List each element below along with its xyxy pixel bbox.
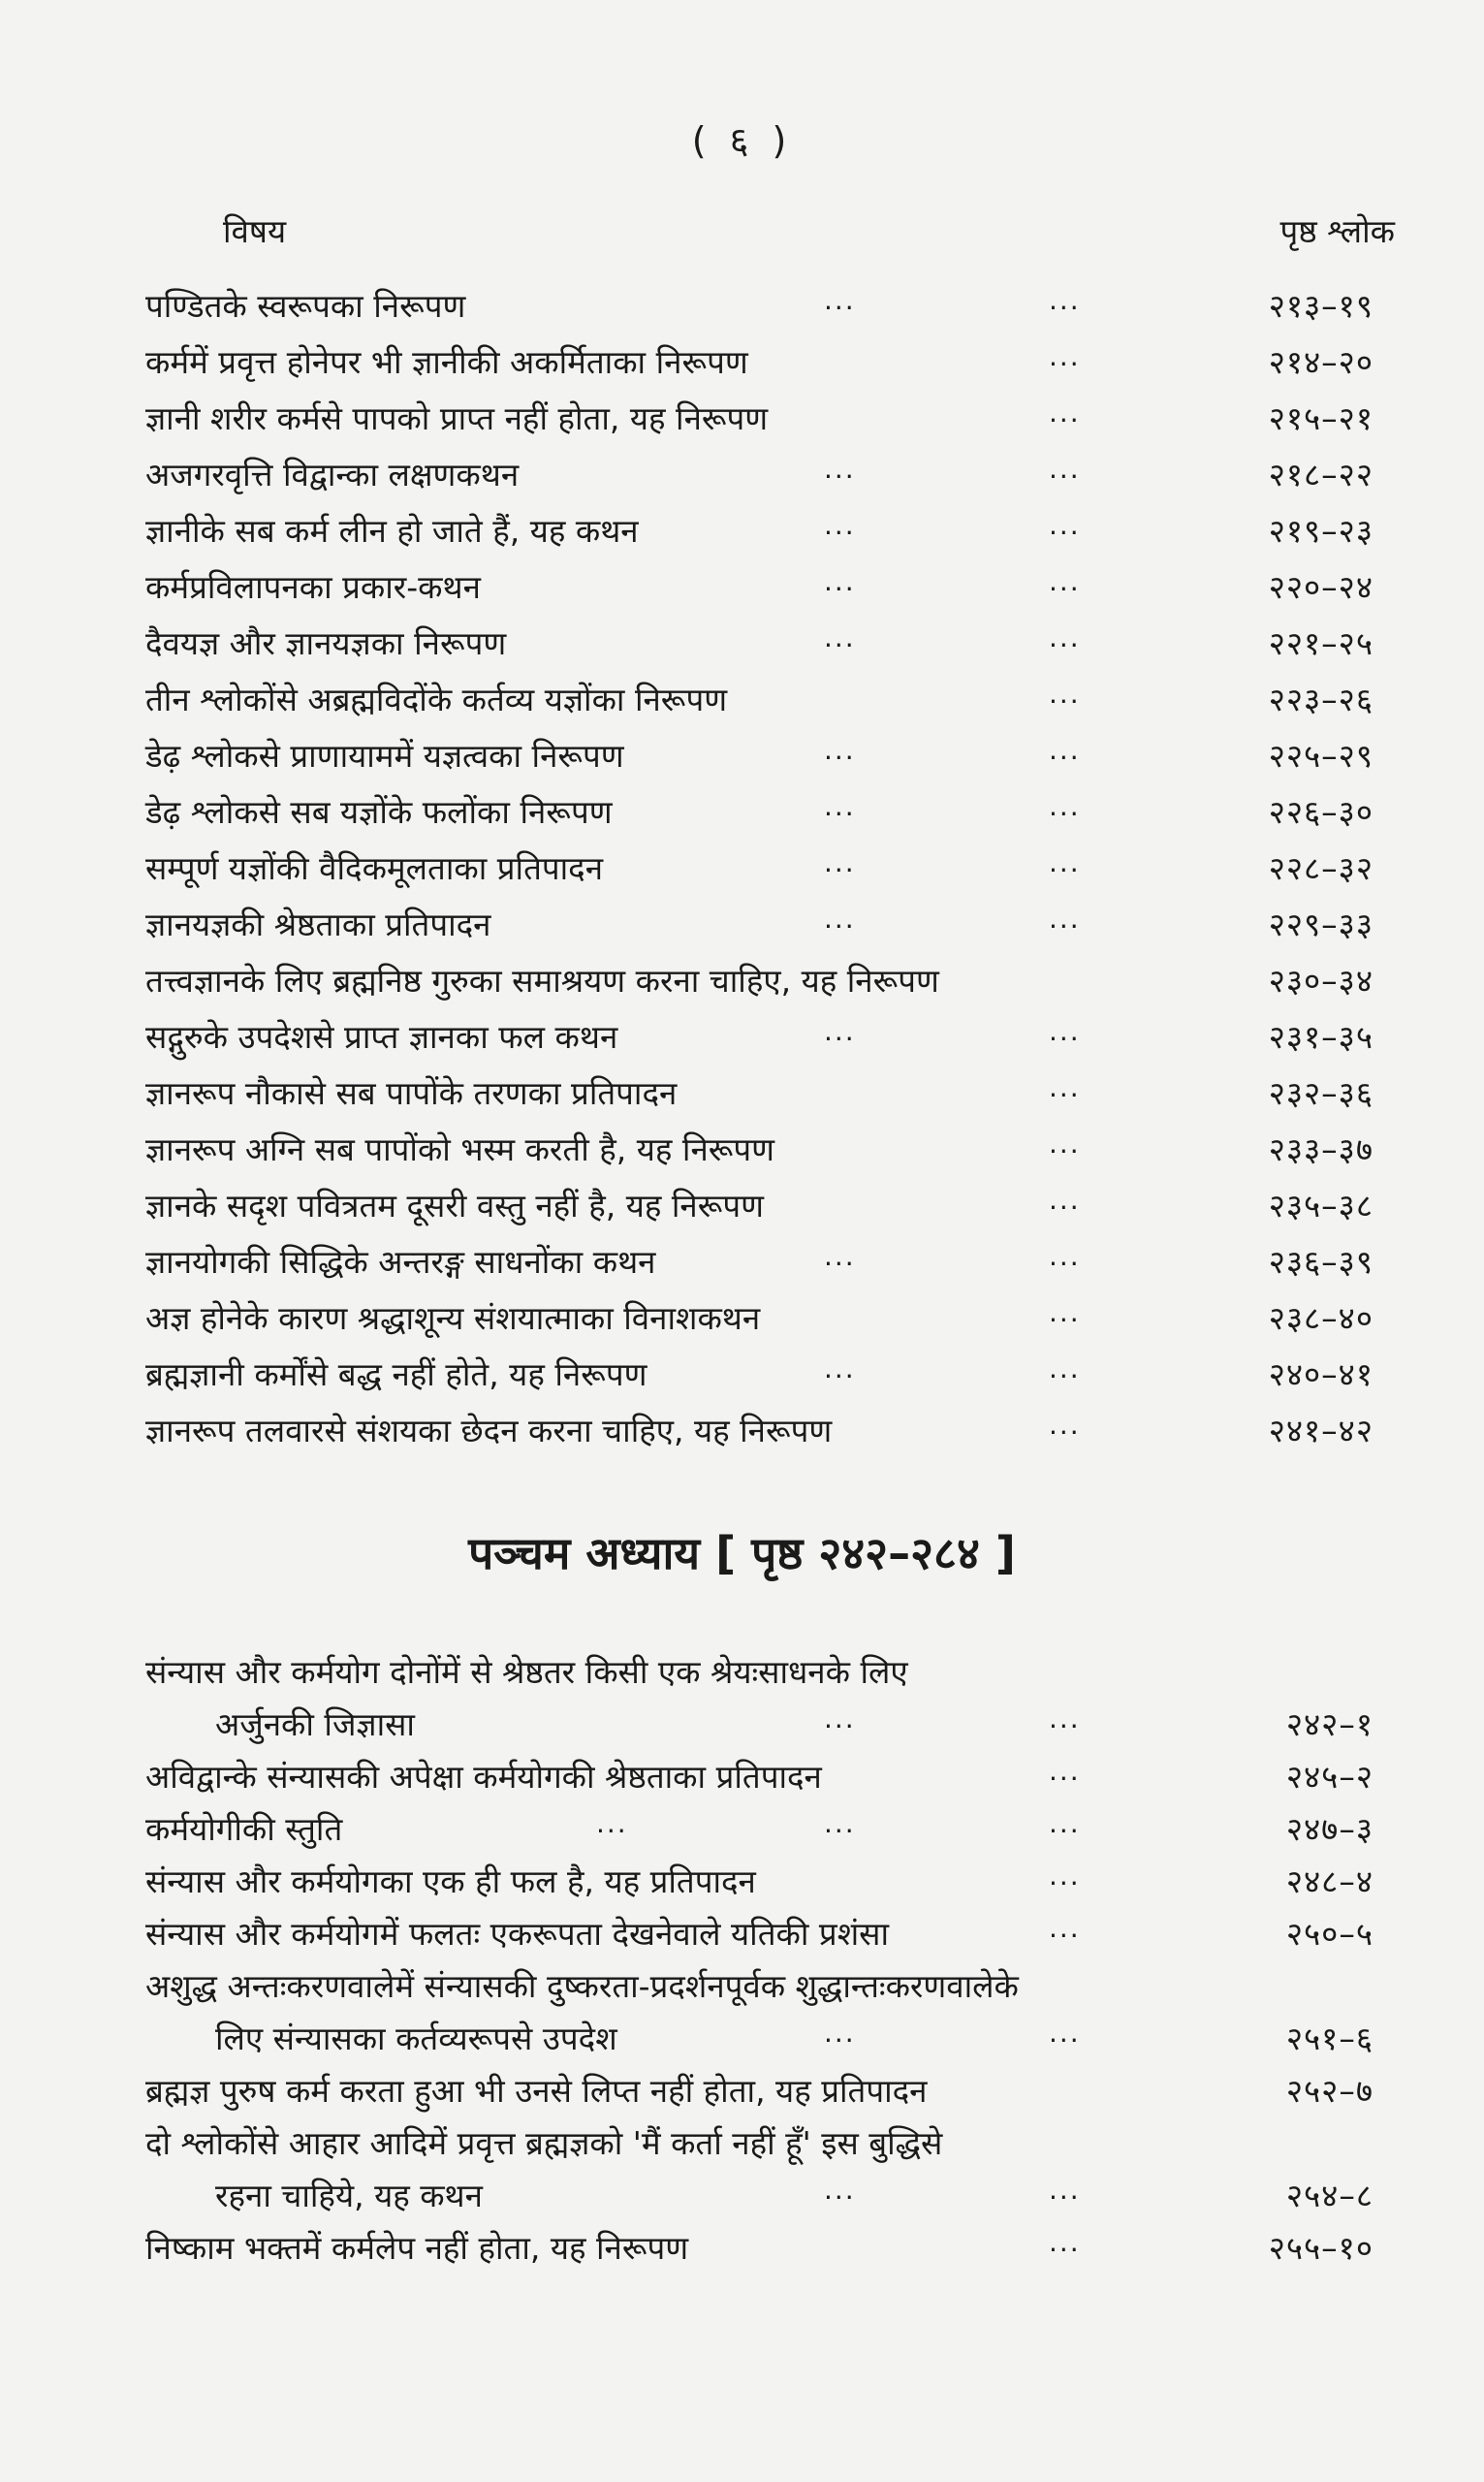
entry-title: कर्मप्रविलापनका प्रकार-कथन	[145, 568, 481, 606]
leader-dots: ...	[824, 2017, 856, 2049]
leader-dots: ...	[824, 509, 856, 541]
entry-title: लिए संन्यासका कर्तव्यरूपसे उपदेश	[215, 2020, 617, 2057]
entry-title: ज्ञानरूप तलवारसे संशयका छेदन करना चाहिए, यह निरूपण	[145, 1412, 833, 1449]
leader-dots: ...	[1049, 1128, 1081, 1160]
entry-title: संन्यास और कर्मयोगमें फलतः एकरूपता देखनेवाले यतिकी प्रशंसा	[145, 1915, 889, 1953]
entry-title: अविद्वान्के संन्यासकी अपेक्षा कर्मयोगकी श्रेष्ठताका प्रतिपादन	[145, 1758, 822, 1796]
leader-dots: ...	[1049, 2226, 1081, 2258]
leader-dots: ...	[1049, 734, 1081, 766]
page-verse-ref: २२९–३३	[1268, 906, 1373, 943]
entry-title: अर्जुनकी जिज्ञासा	[215, 1705, 415, 1743]
page-verse-ref: २२३–२६	[1268, 681, 1373, 718]
contents-entry	[145, 728, 1395, 784]
page-verse-ref: २४७–३	[1285, 1810, 1373, 1848]
leader-dots: ...	[1049, 1240, 1081, 1272]
leader-dots: ...	[1049, 509, 1081, 541]
contents-entry	[145, 278, 1395, 334]
contents-entry	[145, 1403, 1395, 1459]
leader-dots: ...	[1049, 1296, 1081, 1328]
page-verse-ref: २३०–३४	[1268, 962, 1373, 1000]
page-verse-ref: २५५–१०	[1268, 2229, 1373, 2267]
page-verse-ref: २५४–८	[1285, 2177, 1373, 2214]
page-verse-ref: २४२–१	[1285, 1705, 1373, 1743]
leader-dots: ...	[1049, 1409, 1081, 1441]
subject-header: विषय	[223, 212, 287, 250]
contents-entry	[145, 447, 1395, 503]
entry-title: दो श्लोकोंसे आहार आदिमें प्रवृत्त ब्रह्मज्ञको 'मैं कर्ता नहीं हूँ' इस बुद्धिसे	[145, 2124, 943, 2162]
entry-title: सम्पूर्ण यज्ञोंकी वैदिकमूलताका प्रतिपादन	[145, 849, 604, 887]
contents-entry	[145, 2117, 1395, 2170]
leader-dots: ...	[824, 621, 856, 653]
leader-dots: ...	[1049, 2174, 1081, 2206]
page-number: ( ६ )	[691, 119, 793, 162]
contents-entry	[145, 334, 1395, 391]
entry-title: कर्ममें प्रवृत्त होनेपर भी ज्ञानीकी अकर्मिताका निरूपण	[145, 343, 748, 381]
leader-dots: ...	[1049, 846, 1081, 878]
leader-dots: ...	[824, 1352, 856, 1384]
contents-entry	[145, 616, 1395, 672]
leader-dots: ...	[1049, 1071, 1081, 1103]
contents-entry	[145, 953, 1395, 1009]
leader-dots: ...	[824, 903, 856, 935]
leader-dots: ...	[824, 790, 856, 822]
entry-title: रहना चाहिये, यह कथन	[215, 2177, 483, 2214]
contents-entry	[145, 1856, 1395, 1908]
page-verse-ref: २३५–३८	[1268, 1187, 1373, 1225]
contents-entry	[145, 897, 1395, 953]
contents-entry	[145, 559, 1395, 616]
page-verse-ref: २१९–२३	[1268, 512, 1373, 550]
page-verse-ref: २२८–३२	[1268, 849, 1373, 887]
leader-dots: ...	[1049, 1860, 1081, 1892]
entry-title: ब्रह्मज्ञ पुरुष कर्म करता हुआ भी उनसे लिप्त नहीं होता, यह प्रतिपादन	[145, 2072, 928, 2110]
leader-dots: ...	[596, 1807, 628, 1839]
leader-dots: ...	[1049, 1912, 1081, 1944]
entry-title: ज्ञानके सदृश पवित्रतम दूसरी वस्तु नहीं है, यह निरूपण	[145, 1187, 764, 1225]
contents-list-chapter-5	[145, 1646, 1395, 2275]
page-verse-ref: २५१–६	[1285, 2020, 1373, 2057]
entry-title: अजगरवृत्ति विद्वान्का लक्षणकथन	[145, 456, 520, 493]
leader-dots: ...	[824, 1015, 856, 1047]
page-verse-ref: २४१–४२	[1268, 1412, 1373, 1449]
chapter-heading: पञ्चम अध्याय [ पृष्ठ २४२–२८४ ]	[468, 1527, 1016, 1579]
page-verse-ref: २२५–२९	[1268, 737, 1373, 775]
contents-entry	[145, 2013, 1395, 2065]
leader-dots: ...	[1049, 790, 1081, 822]
page-verse-ref: २४८–४	[1285, 1862, 1373, 1900]
contents-entry	[145, 841, 1395, 897]
leader-dots: ...	[824, 846, 856, 878]
leader-dots: ...	[1049, 1755, 1081, 1787]
page-verse-ref: २५०–५	[1285, 1915, 1373, 1953]
leader-dots: ...	[1049, 621, 1081, 653]
page-verse-ref: २४०–४१	[1268, 1355, 1373, 1393]
contents-entry	[145, 391, 1395, 447]
leader-dots: ...	[1049, 2017, 1081, 2049]
leader-dots: ...	[824, 734, 856, 766]
page-verse-ref: २२६–३०	[1268, 793, 1373, 831]
page-verse-ref: २३३–३७	[1268, 1130, 1373, 1168]
entry-title: अशुद्ध अन्तःकरणवालेमें संन्यासकी दुष्करता-प्रदर्शनपूर्वक शुद्धान्तःकरणवालेके	[145, 1967, 1019, 2005]
contents-entry	[145, 1290, 1395, 1347]
page-verse-header: पृष्ठ श्लोक	[1279, 212, 1395, 250]
contents-entry	[145, 1347, 1395, 1403]
contents-entry	[145, 1178, 1395, 1234]
entry-title: सद्गुरुके उपदेशसे प्राप्त ज्ञानका फल कथन	[145, 1018, 618, 1056]
page-verse-ref: २४५–२	[1285, 1758, 1373, 1796]
entry-title: अज्ञ होनेके कारण श्रद्धाशून्य संशयात्माका विनाशकथन	[145, 1299, 761, 1337]
leader-dots: ...	[1049, 1015, 1081, 1047]
contents-entry	[145, 1066, 1395, 1122]
entry-title: ज्ञानयोगकी सिद्धिके अन्तरङ्ग साधनोंका कथन	[145, 1243, 656, 1281]
leader-dots: ...	[1049, 1702, 1081, 1734]
page-verse-ref: २१८–२२	[1268, 456, 1373, 493]
page-verse-ref: २१५–२१	[1268, 399, 1373, 437]
page-verse-ref: २३२–३६	[1268, 1074, 1373, 1112]
leader-dots: ...	[824, 1807, 856, 1839]
entry-title: डेढ़ श्लोकसे सब यज्ञोंके फलोंका निरूपण	[145, 793, 613, 831]
leader-dots: ...	[1049, 397, 1081, 429]
contents-entry	[145, 672, 1395, 728]
leader-dots: ...	[1049, 340, 1081, 372]
entry-title: ब्रह्मज्ञानी कर्मोंसे बद्ध नहीं होते, यह निरूपण	[145, 1355, 647, 1393]
leader-dots: ...	[1049, 1184, 1081, 1216]
entry-title: डेढ़ श्लोकसे प्राणायाममें यज्ञत्वका निरूपण	[145, 737, 624, 775]
leader-dots: ...	[824, 2174, 856, 2206]
page-verse-ref: २५२–७	[1285, 2072, 1373, 2110]
entry-title: ज्ञानी शरीर कर्मसे पापको प्राप्त नहीं होता, यह निरूपण	[145, 399, 769, 437]
leader-dots: ...	[1049, 903, 1081, 935]
page-verse-ref: २१४–२०	[1268, 343, 1373, 381]
entry-title: तत्त्वज्ञानके लिए ब्रह्मनिष्ठ गुरुका समाश्रयण करना चाहिए, यह निरूपण	[145, 962, 939, 1000]
contents-entry	[145, 1646, 1395, 1699]
leader-dots: ...	[824, 1702, 856, 1734]
page-verse-ref: २२१–२५	[1268, 624, 1373, 662]
contents-entry	[145, 503, 1395, 559]
leader-dots: ...	[1049, 565, 1081, 597]
leader-dots: ...	[1049, 1807, 1081, 1839]
page-verse-ref: २२०–२४	[1268, 568, 1373, 606]
leader-dots: ...	[1049, 453, 1081, 485]
contents-entry	[145, 1699, 1395, 1751]
contents-entry	[145, 1960, 1395, 2013]
entry-title: पण्डितके स्वरूपका निरूपण	[145, 287, 466, 325]
leader-dots: ...	[824, 565, 856, 597]
contents-entry	[145, 1122, 1395, 1178]
contents-entry	[145, 2170, 1395, 2222]
entry-title: ज्ञानरूप नौकासे सब पापोंके तरणका प्रतिपादन	[145, 1074, 678, 1112]
page-verse-ref: २३१–३५	[1268, 1018, 1373, 1056]
entry-title: ज्ञानरूप अग्नि सब पापोंको भस्म करती है, यह निरूपण	[145, 1130, 775, 1168]
entry-title: कर्मयोगीकी स्तुति	[145, 1810, 343, 1848]
contents-entry	[145, 2222, 1395, 2275]
contents-entry	[145, 1234, 1395, 1290]
contents-entry	[145, 1009, 1395, 1066]
entry-title: दैवयज्ञ और ज्ञानयज्ञका निरूपण	[145, 624, 507, 662]
page-verse-ref: २३६–३९	[1268, 1243, 1373, 1281]
entry-title: निष्काम भक्तमें कर्मलेप नहीं होता, यह निरूपण	[145, 2229, 689, 2267]
leader-dots: ...	[1049, 678, 1081, 710]
leader-dots: ...	[1049, 1352, 1081, 1384]
contents-entry	[145, 784, 1395, 841]
contents-entry	[145, 1751, 1395, 1803]
leader-dots: ...	[824, 284, 856, 316]
contents-entry	[145, 1803, 1395, 1856]
entry-title: तीन श्लोकोंसे अब्रह्मविदोंके कर्तव्य यज्ञोंका निरूपण	[145, 681, 728, 718]
entry-title: संन्यास और कर्मयोगका एक ही फल है, यह प्रतिपादन	[145, 1862, 756, 1900]
entry-title: संन्यास और कर्मयोग दोनोंमें से श्रेष्ठतर किसी एक श्रेयःसाधनके लिए	[145, 1653, 908, 1691]
entry-title: ज्ञानीके सब कर्म लीन हो जाते हैं, यह कथन	[145, 512, 639, 550]
contents-entry	[145, 2065, 1395, 2117]
column-header	[145, 208, 1395, 257]
leader-dots: ...	[824, 453, 856, 485]
contents-entry	[145, 1908, 1395, 1960]
leader-dots: ...	[824, 1240, 856, 1272]
contents-list-chapter-4	[145, 278, 1395, 1459]
leader-dots: ...	[1049, 284, 1081, 316]
entry-title: ज्ञानयज्ञकी श्रेष्ठताका प्रतिपादन	[145, 906, 491, 943]
page-verse-ref: २१३–१९	[1268, 287, 1373, 325]
page-verse-ref: २३८–४०	[1268, 1299, 1373, 1337]
